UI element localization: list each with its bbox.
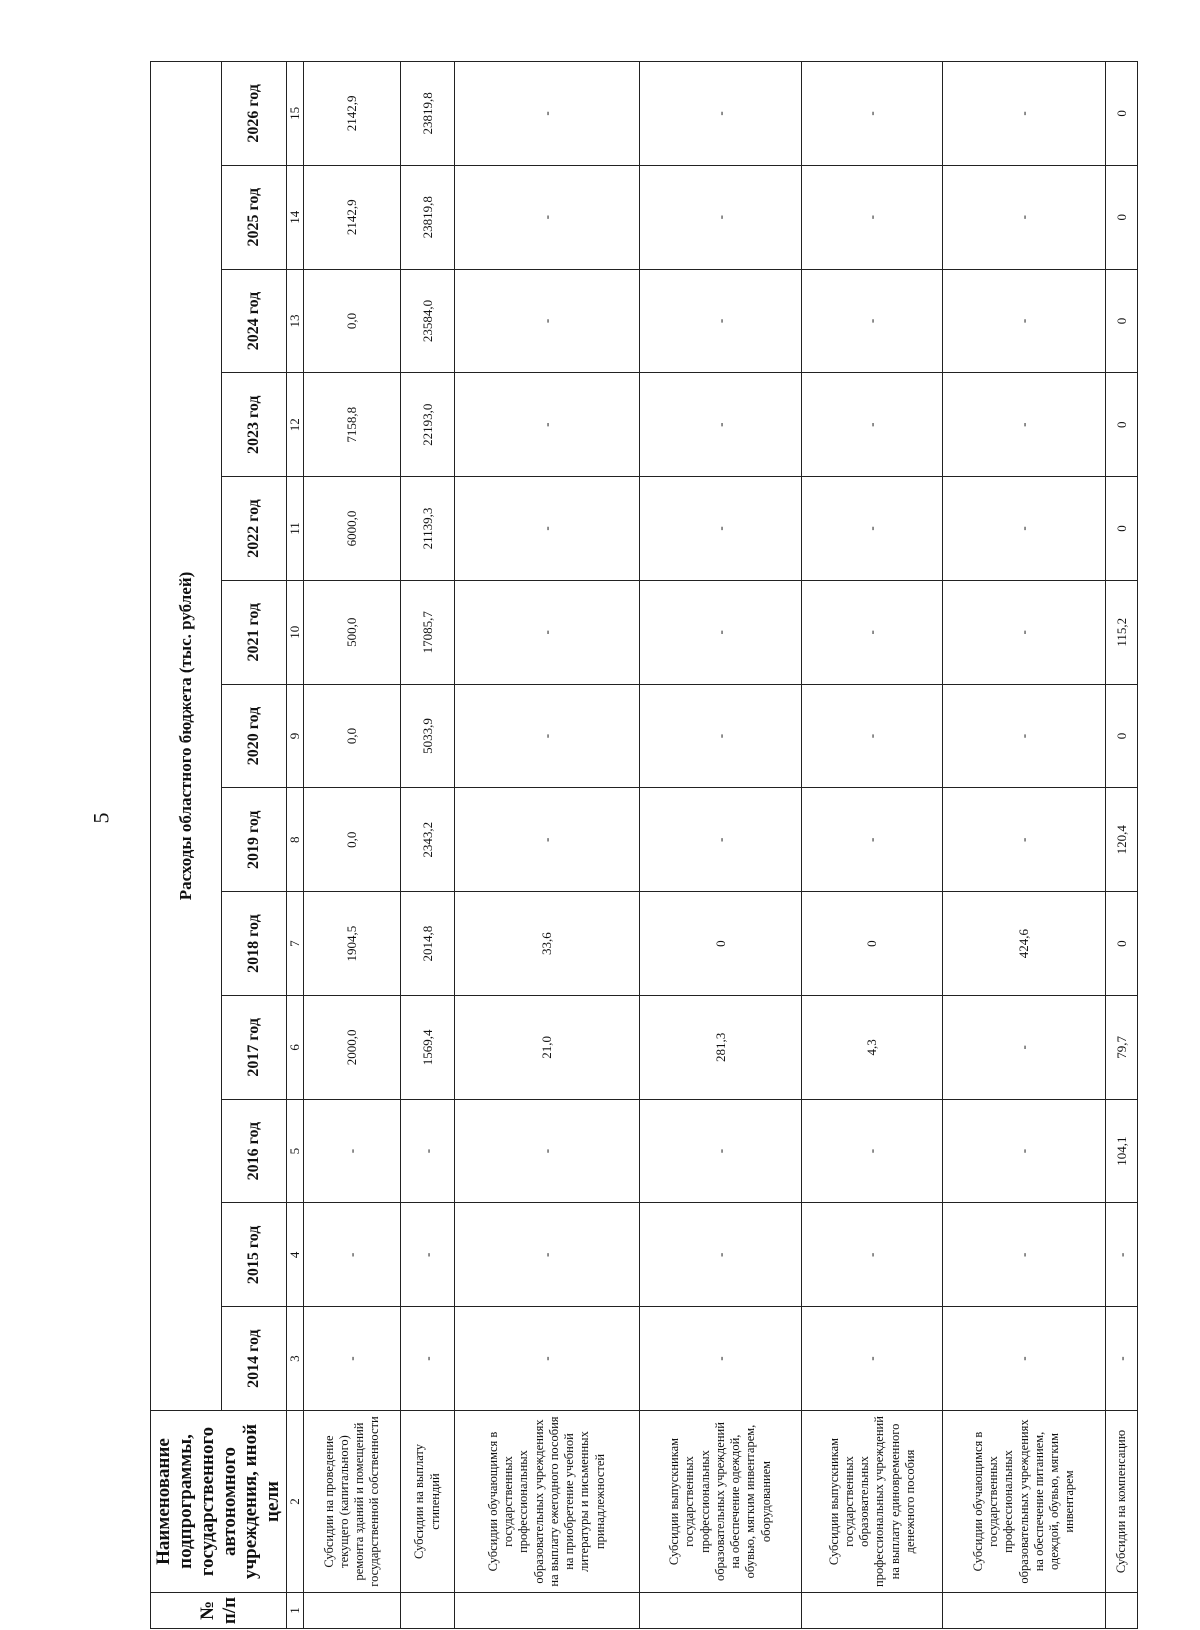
value-cell: - [455, 62, 640, 166]
value-cell: - [802, 1203, 943, 1307]
value-cell: 21,0 [455, 995, 640, 1099]
table-row [1106, 62, 1138, 1629]
row-name: Субсидии на компенсацию [1106, 1411, 1138, 1593]
row-index [401, 1593, 455, 1629]
col-num-header: № п/п [151, 1593, 287, 1629]
value-cell: - [1106, 1203, 1138, 1307]
year-header: 2014 год [221, 1307, 286, 1411]
value-cell: - [455, 1203, 640, 1307]
value-cell: 0 [1106, 684, 1138, 788]
year-header: 2023 год [221, 373, 286, 477]
value-cell: 0 [639, 892, 802, 996]
table-row [455, 62, 640, 1629]
value-cell: - [455, 373, 640, 477]
table-body [304, 62, 1138, 1629]
value-cell: - [401, 1099, 455, 1203]
value-cell: 2014,8 [401, 892, 455, 996]
year-header: 2019 год [221, 788, 286, 892]
value-cell: - [639, 580, 802, 684]
value-cell: - [455, 1099, 640, 1203]
header-row-caption [151, 62, 222, 1629]
budget-table [150, 61, 1138, 1629]
value-cell: 0 [802, 892, 943, 996]
value-cell: 0,0 [304, 788, 401, 892]
table-row [802, 62, 943, 1629]
value-cell: 2000,0 [304, 995, 401, 1099]
value-cell: 22193,0 [401, 373, 455, 477]
row-name: Субсидии обучающимся в государственных профессиональных образовательных учреждениях на обеспечение питанием, одеждой, обувью, мягким инвентарем [943, 1411, 1106, 1593]
value-cell: 2343,2 [401, 788, 455, 892]
budget-table-container [150, 61, 1129, 1629]
value-cell: - [943, 477, 1106, 581]
table-row [943, 62, 1106, 1629]
year-header: 2020 год [221, 684, 286, 788]
value-cell: - [802, 580, 943, 684]
value-cell: 5033,9 [401, 684, 455, 788]
value-cell: 0,0 [304, 684, 401, 788]
value-cell: - [639, 373, 802, 477]
row-index [943, 1593, 1106, 1629]
value-cell: - [401, 1203, 455, 1307]
value-cell: 0,0 [304, 269, 401, 373]
value-cell: 1569,4 [401, 995, 455, 1099]
column-number: 3 [287, 1307, 304, 1411]
value-cell: - [455, 1307, 640, 1411]
row-index [455, 1593, 640, 1629]
column-number: 2 [287, 1411, 304, 1593]
value-cell: - [455, 269, 640, 373]
value-cell: - [802, 1099, 943, 1203]
value-cell: 424,6 [943, 892, 1106, 996]
value-cell: - [639, 684, 802, 788]
value-cell: 6000,0 [304, 477, 401, 581]
year-header: 2017 год [221, 995, 286, 1099]
row-name: Субсидии обучающимся в государственных профессиональных образовательных учреждениях на выплату ежегодного пособия на приобретение учебной литературы и письменных принадлежностей [455, 1411, 640, 1593]
value-cell: 1904,5 [304, 892, 401, 996]
value-cell: - [802, 477, 943, 581]
value-cell: 281,3 [639, 995, 802, 1099]
row-name: Субсидии на проведение текущего (капитального) ремонта зданий и помещений государственной собственности [304, 1411, 401, 1593]
value-cell: 120,4 [1106, 788, 1138, 892]
value-cell: - [639, 165, 802, 269]
value-cell: - [802, 373, 943, 477]
value-cell: 7158,8 [304, 373, 401, 477]
value-cell: - [943, 1203, 1106, 1307]
value-cell: - [639, 269, 802, 373]
column-number: 12 [287, 373, 304, 477]
value-cell: 0 [1106, 373, 1138, 477]
value-cell: - [943, 165, 1106, 269]
column-number: 8 [287, 788, 304, 892]
value-cell: 0 [1106, 892, 1138, 996]
value-cell: - [304, 1099, 401, 1203]
value-cell: - [455, 165, 640, 269]
column-number: 6 [287, 995, 304, 1099]
value-cell: - [943, 373, 1106, 477]
value-cell: 17085,7 [401, 580, 455, 684]
value-cell: 2142,9 [304, 165, 401, 269]
value-cell: - [639, 1203, 802, 1307]
value-cell: - [639, 477, 802, 581]
row-index [304, 1593, 401, 1629]
value-cell: - [639, 62, 802, 166]
value-cell: - [943, 62, 1106, 166]
value-cell: - [455, 684, 640, 788]
column-number: 10 [287, 580, 304, 684]
value-cell: 0 [1106, 62, 1138, 166]
value-cell: - [943, 788, 1106, 892]
year-header: 2025 год [221, 165, 286, 269]
value-cell: 21139,3 [401, 477, 455, 581]
page-number: 5 [88, 812, 114, 824]
value-cell: - [802, 165, 943, 269]
value-cell: - [304, 1307, 401, 1411]
value-cell: - [455, 477, 640, 581]
year-header: 2015 год [221, 1203, 286, 1307]
value-cell: - [802, 1307, 943, 1411]
value-cell: - [943, 684, 1106, 788]
value-cell: - [943, 580, 1106, 684]
value-cell: - [1106, 1307, 1138, 1411]
value-cell: - [802, 788, 943, 892]
value-cell: - [943, 269, 1106, 373]
year-header: 2021 год [221, 580, 286, 684]
column-number: 15 [287, 62, 304, 166]
year-header: 2016 год [221, 1099, 286, 1203]
year-header: 2018 год [221, 892, 286, 996]
column-number: 14 [287, 165, 304, 269]
value-cell: 23819,8 [401, 62, 455, 166]
column-number: 7 [287, 892, 304, 996]
table-row [639, 62, 802, 1629]
row-index [1106, 1593, 1138, 1629]
value-cell: - [802, 62, 943, 166]
column-number: 5 [287, 1099, 304, 1203]
row-name: Субсидии выпускникам государственных образовательных профессиональных учреждений на выплату единовременного денежного пособия [802, 1411, 943, 1593]
column-number: 1 [287, 1593, 304, 1629]
header-row-column-numbers [287, 62, 304, 1629]
value-cell: 0 [1106, 269, 1138, 373]
year-header: 2022 год [221, 477, 286, 581]
year-header: 2024 год [221, 269, 286, 373]
value-cell: 104,1 [1106, 1099, 1138, 1203]
value-cell: - [943, 1099, 1106, 1203]
row-name: Субсидии на выплату стипендий [401, 1411, 455, 1593]
value-cell: - [802, 684, 943, 788]
value-cell: - [304, 1203, 401, 1307]
value-cell: - [639, 788, 802, 892]
table-row [304, 62, 401, 1629]
value-cell: - [455, 580, 640, 684]
value-cell: 23584,0 [401, 269, 455, 373]
row-index [802, 1593, 943, 1629]
value-cell: - [639, 1099, 802, 1203]
column-number: 9 [287, 684, 304, 788]
value-cell: - [401, 1307, 455, 1411]
row-name: Субсидии выпускникам государственных профессиональных образовательных учреждений на обеспечение одеждой, обувью, мягким инвентарем, оборудованием [639, 1411, 802, 1593]
value-cell: 23819,8 [401, 165, 455, 269]
value-cell: - [802, 269, 943, 373]
value-cell: - [455, 788, 640, 892]
value-cell: 79,7 [1106, 995, 1138, 1099]
value-cell: 0 [1106, 165, 1138, 269]
value-cell: 0 [1106, 477, 1138, 581]
row-index [639, 1593, 802, 1629]
header-row-years [221, 62, 286, 1629]
value-cell: - [639, 1307, 802, 1411]
value-cell: 33,6 [455, 892, 640, 996]
column-number: 11 [287, 477, 304, 581]
column-number: 4 [287, 1203, 304, 1307]
year-header: 2026 год [221, 62, 286, 166]
table-caption: Расходы областного бюджета (тыс. рублей) [151, 62, 222, 1411]
value-cell: - [943, 1307, 1106, 1411]
value-cell: 500,0 [304, 580, 401, 684]
col-name-header: Наименование подпрограммы, государственного автономного учреждения, иной цели [151, 1411, 287, 1593]
value-cell: 4,3 [802, 995, 943, 1099]
value-cell: - [943, 995, 1106, 1099]
value-cell: 115,2 [1106, 580, 1138, 684]
table-row [401, 62, 455, 1629]
column-number: 13 [287, 269, 304, 373]
value-cell: 2142,9 [304, 62, 401, 166]
